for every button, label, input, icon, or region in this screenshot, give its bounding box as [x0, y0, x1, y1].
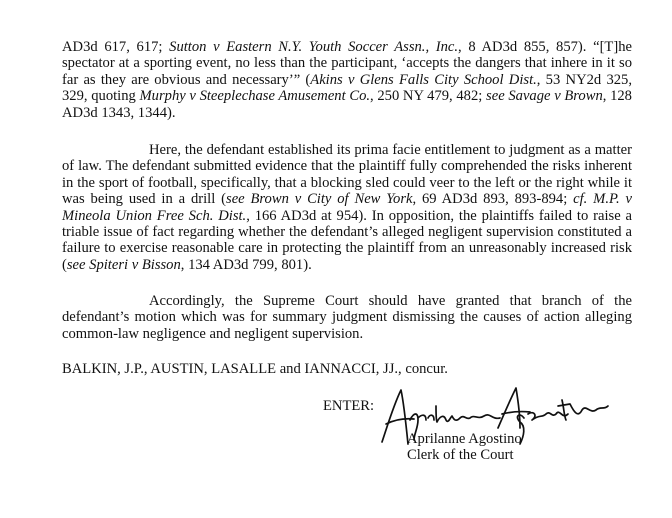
signature-text: Aprilanne Agostino: [374, 384, 382, 385]
p2-citation-brown: see Brown v City of New York: [226, 191, 413, 208]
p1-citation-murphy: Murphy v Steeplechase Amusement Co.: [139, 88, 371, 105]
p3-text: Accordingly, the Supreme Court should have granted that branch of the defendant’s motion which was for summary judgment dismissing the causes of action alleging common-law negligence and negligent supervision.: [62, 293, 632, 342]
p2-citation-mp-mineola: cf. M.P. v Mineola Union Free Sch. Dist.: [62, 191, 632, 224]
concur-line: BALKIN, J.P., AUSTIN, LASALLE and IANNACCI, JJ., concur.: [62, 361, 448, 377]
paragraph-3: [62, 293, 632, 342]
paragraph-2: [62, 142, 632, 273]
enter-label: ENTER:: [323, 398, 375, 414]
paragraph-1: [62, 39, 632, 121]
p1-citation-savage: see Savage v Brown: [486, 88, 603, 105]
p2-text: , 69 AD3d 893, 893-894;: [412, 191, 574, 208]
p1-citation-sutton: Sutton v Eastern N.Y. Youth Soccer Assn., Inc.: [169, 39, 459, 55]
p1-text: , 53 NY2d 325, 329, quoting: [62, 71, 632, 105]
clerk-title: Clerk of the Court: [407, 447, 514, 463]
p2-text: Here, the defendant established its prima facie entitlement to judgment as a matter of law. The defendant submitted evidence that the plaintiff fully comprehended the risks inherent in the sport of football, specifically, that a blocking sled could veer to the left or the right while it was being used in a drill (: [62, 142, 632, 208]
p2-citation-spiteri: see Spiteri v Bisson: [66, 256, 181, 273]
clerk-name: Aprilanne Agostino: [407, 431, 522, 447]
p1-text: , 250 NY 479, 482;: [370, 88, 487, 105]
p2-text: , 166 AD3d at 954). In opposition, the plaintiffs failed to raise a triable issue of fact regarding whether the defendant’s alleged negligent supervision constituted a failure to exercise reasonable care in protecting the plaintiff from an unreasonably increased risk (: [62, 207, 632, 273]
p1-text: , 128 AD3d 1343, 1344).: [62, 88, 632, 121]
p1-text: , 8 AD3d 855, 857). “[T]he spectator at a sporting event, no less than the participant, ‘accepts the dangers that inhere in it so far as they are obvious and necessary’” (: [62, 39, 632, 88]
p2-text: , 134 AD3d 799, 801).: [180, 256, 312, 273]
p1-citation-akins: Akins v Glens Falls City School Dist.: [310, 71, 537, 88]
p1-text: AD3d 617, 617;: [62, 39, 170, 55]
